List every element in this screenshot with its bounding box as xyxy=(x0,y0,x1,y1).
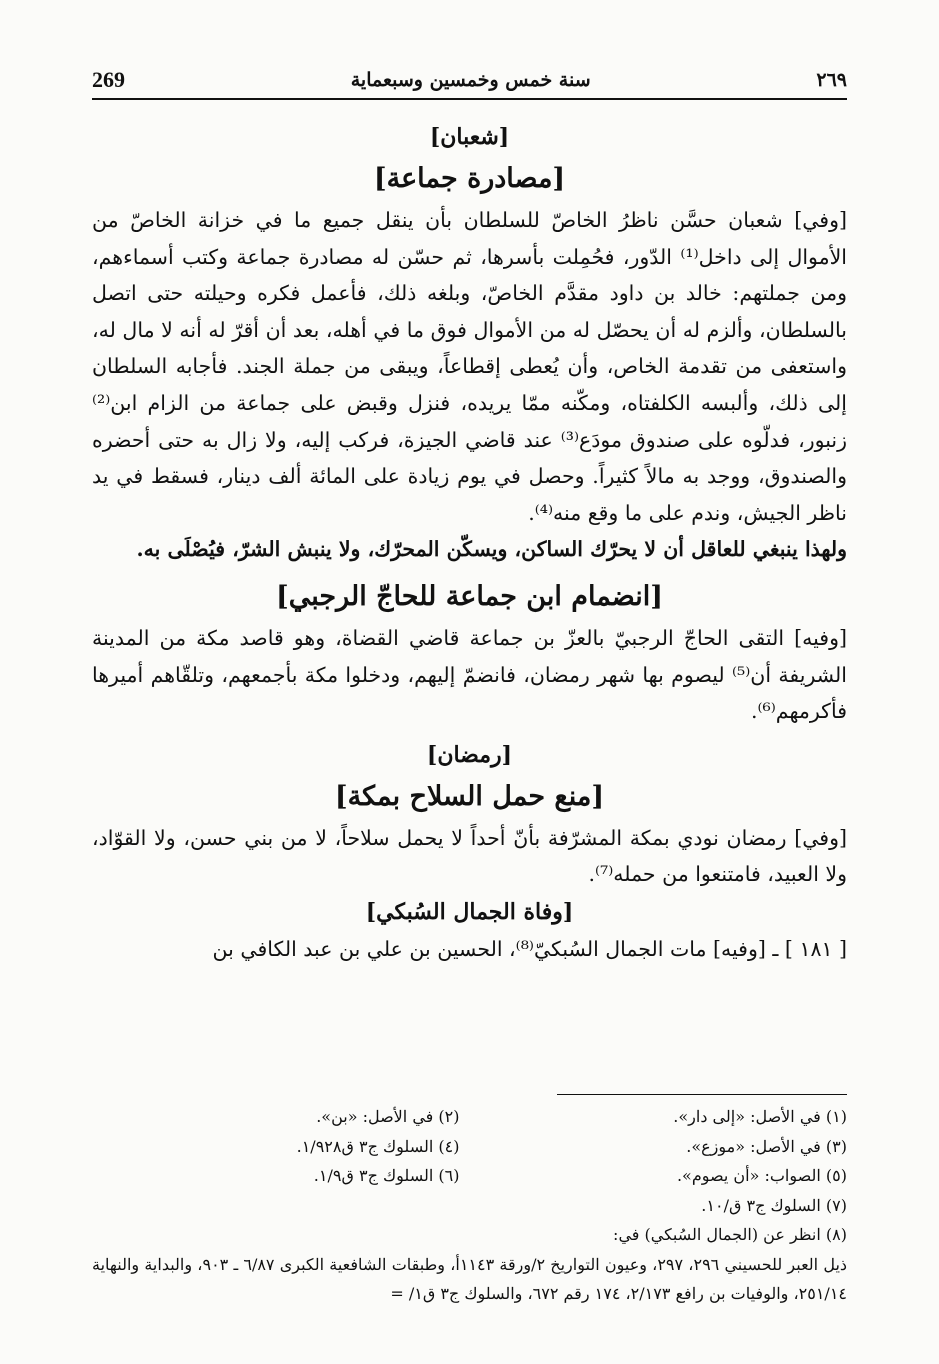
paragraph-weapons-ban: [وفي] رمضان نودي بمكة المشرّفة بأنّ أحداً لا يحمل سلاحاً، لا من بني حسن، ولا القوّاد، ولا العبيد، فامتنعوا من حمله⁽⁷⁾. xyxy=(92,825,847,887)
running-title: سنة خمس وخمسين وسبعماية xyxy=(350,69,591,91)
footnote-5: (٥) الصواب: «أن يصوم». xyxy=(676,1166,847,1185)
section-title-subki-death: [وفاة الجمال السُبكي] xyxy=(365,898,574,925)
page-number-western: 269 xyxy=(92,67,125,92)
footnote-pairs xyxy=(92,1102,847,1191)
month-heading-ramadan: [رمضان] xyxy=(426,741,513,768)
section-title-weapons-ban: [منع حمل السلاح بمكة] xyxy=(334,780,605,812)
paragraph-ibn-jamaa: [وفيه] التقى الحاجّ الرجبيّ بالعزّ بن جماعة قاضي القضاة، وهو قاصد مكة من المدينة الشريفة أن⁽⁵⁾ ليصوم بها شهر رمضان، فانضمّ إليهم، ودخلوا مكة بأجمعهم، وتلقّاهم أميرها فأكرمهم⁽⁶⁾. xyxy=(92,625,847,724)
paragraph-confiscation: [وفي] شعبان حسَّن ناظرُ الخاصّ للسلطان بأن ينقل جميع ما في خزانة الخاصّ من الأموال إلى داخل⁽¹⁾ الدّور، فحُمِلت بأسرها، ثم حسّن له مصادرة جماعة وكتب أسماءهم، ومن جملتهم: خالد بن داود مقدَّم الخاصّ، وبلغه ذلك، فأعمل فكره وحيلته حتى اتصل بالسلطان، وألزم له أن يحصّل له من الأموال فوق ما في أهله، بعد أن أقرّ له أنه لا مال له، واستعفى من تقدمة الخاص، وأن يُعطى إقطاعاً، ويبقى من جملة الجند. فأجابه السلطان إلى ذلك، وألبسه الكلفتاه، ومكّنه ممّا يريده، فنزل وقبض على جماعة من الزام ابن⁽²⁾ زنبور، فدلّوه على صندوق مودَع⁽³⁾ عند قاضي الجيزة، فركب إليه، ولا زال به حتى أحضره والصندوق، ووجد به مالاً كثيراً. وحصل في يوم زيادة على المائة ألف دينار، فسقط في يد ناظر الجيش، وندم على ما وقع منه⁽⁴⁾. xyxy=(92,208,847,525)
footnote-1: (١) في الأصل: «إلى دار». xyxy=(673,1107,847,1126)
section-title-confiscation: [مصادرة جماعة] xyxy=(373,163,566,194)
running-header xyxy=(92,62,847,100)
footnote-8-references: ذيل العبر للحسيني ٢٩٦، ٢٩٧، وعيون التواريخ ٢/ورقة ١١٤٣أ، وطبقات الشافعية الكبرى ٦/٨٧ ـ ٩٠٣، والبداية والنهاية ٢٥١/١٤، والوفيات بن رافع ٢/١٧٣، ١٧٤ رقم ٦٧٢، والسلوك ج٣ ق١/ = xyxy=(92,1254,848,1303)
footnotes xyxy=(92,1102,847,1309)
footnote-7: (٧) السلوك ج٣ ق/١٠. xyxy=(701,1195,847,1215)
footnote-separator xyxy=(557,1094,847,1095)
footnote-6: (٦) السلوك ج٣ ق١/٩. xyxy=(313,1166,460,1185)
section-title-ibn-jamaa: [انضمام ابن جماعة للحاجّ الرجبي] xyxy=(275,580,664,612)
month-heading-shaban: [شعبان] xyxy=(429,124,510,150)
paragraph-entry-181: [ ١٨١ ] ـ [وفيه] مات الجمال السُبكيّ⁽⁸⁾، الحسين بن علي بن عبد الكافي بن xyxy=(212,936,847,961)
page-number-arabic: ٢٦٩ xyxy=(816,69,847,91)
main-text xyxy=(92,112,847,968)
footnote-2: (٢) في الأصل: «بن». xyxy=(316,1107,460,1126)
footnote-3: (٣) في الأصل: «موزع». xyxy=(686,1136,847,1156)
maxim-paragraph: ولهذا ينبغي للعاقل أن لا يحرّك الساكن، ويسكّن المحرّك، ولا ينبش الشرّ، فيُصْلَى به. xyxy=(136,537,847,562)
footnote-4: (٤) السلوك ج٣ ق١/٩٢٨. xyxy=(296,1136,460,1156)
footnote-8: (٨) انظر عن (الجمال السُبكي) في: xyxy=(613,1225,847,1244)
